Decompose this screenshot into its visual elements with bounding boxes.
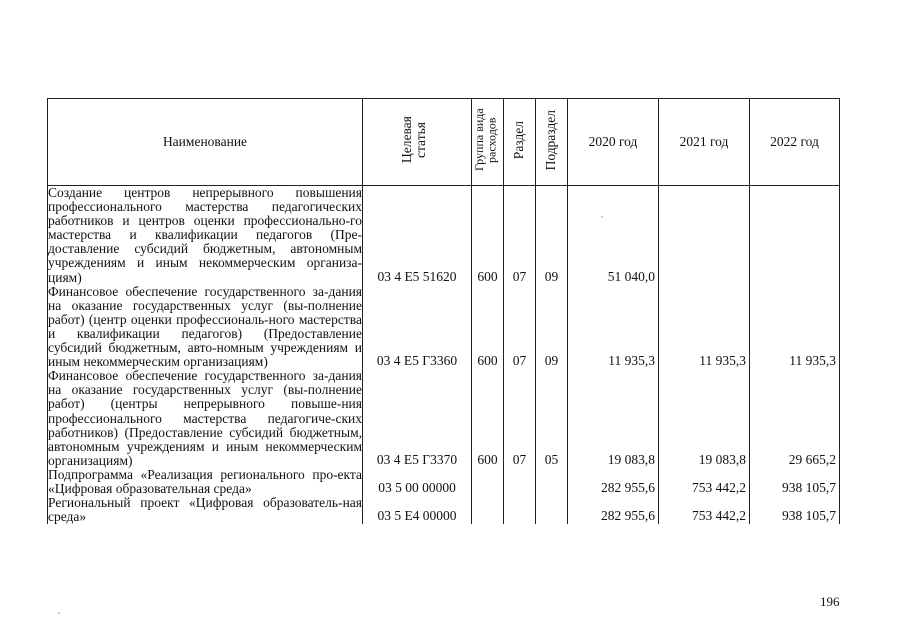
- header-name: Наименование: [48, 99, 363, 186]
- row-subsection: 05: [536, 369, 568, 468]
- row-2022: 11 935,3: [750, 285, 840, 370]
- row-name: Региональный проект «Цифровая образователь-ная среда»: [48, 495, 362, 525]
- table-row: [48, 468, 840, 496]
- row-2020: 51 040,0: [568, 186, 659, 285]
- row-code: 03 5 00 00000: [363, 468, 472, 496]
- row-subsection: [536, 468, 568, 496]
- row-2020: 11 935,3: [568, 285, 659, 370]
- row-2022: 938 105,7: [750, 496, 840, 524]
- table-row: [48, 496, 840, 524]
- row-section: [504, 496, 536, 524]
- row-subsection: 09: [536, 285, 568, 370]
- header-section: Раздел: [504, 99, 536, 186]
- row-2021: 753 442,2: [659, 496, 750, 524]
- table-header-row: [48, 99, 840, 186]
- header-subsection: Подраздел: [536, 99, 568, 186]
- row-2020: 19 083,8: [568, 369, 659, 468]
- row-code: 03 4 Е5 Г3360: [363, 285, 472, 370]
- row-2022: 938 105,7: [750, 468, 840, 496]
- header-target-article: Целевая статья: [363, 99, 472, 186]
- row-section: 07: [504, 285, 536, 370]
- scan-speck: [58, 612, 60, 614]
- header-2021: 2021 год: [659, 99, 750, 186]
- scan-speck: [601, 216, 603, 218]
- header-expense-group: Группа вида расходов: [472, 99, 504, 186]
- row-2021: [659, 186, 750, 285]
- row-2020: 282 955,6: [568, 496, 659, 524]
- page-number: 196: [820, 594, 840, 609]
- row-name: Создание центров непрерывного повышения профессионального мастерства педагогических работников и центров оценки профессионально-го мастерства и квалификации педагогов (Пре-доставление субсидий бюджетным, автономным учреждениям и иным некоммерческим организа-циям): [48, 185, 362, 285]
- row-group: [472, 496, 504, 524]
- row-group: 600: [472, 285, 504, 370]
- row-code: 03 4 Е5 Г3370: [363, 369, 472, 468]
- row-2021: 11 935,3: [659, 285, 750, 370]
- row-group: 600: [472, 186, 504, 285]
- row-subsection: 09: [536, 186, 568, 285]
- row-code: 03 5 Е4 00000: [363, 496, 472, 524]
- row-name: Подпрограмма «Реализация регионального про-екта «Цифровая образовательная среда»: [48, 466, 362, 496]
- row-section: 07: [504, 186, 536, 285]
- row-group: [472, 468, 504, 496]
- row-name: Финансовое обеспечение государственного за-дания на оказание государственных услуг (вы-полнение работ) (центры непрерывного повыше-ния профессионального мастерства педагогиче-ских работников) (Предоставление субсидий бюджетным, автономным учреждениям и иным некоммерческим организациям): [48, 368, 362, 468]
- table-row: [48, 369, 840, 468]
- table-row: [48, 285, 840, 370]
- row-2020: 282 955,6: [568, 468, 659, 496]
- header-2022: 2022 год: [750, 99, 840, 186]
- row-name: Финансовое обеспечение государственного за-дания на оказание государственных услуг (вы-полнение работ) (центр оценки профессиональ-ного мастерства и квалификации педагогов) (Предоставление субсидий бюджетным, авто-номным учреждениям и иным некоммерческим организациям): [48, 283, 362, 370]
- table-row: [48, 186, 840, 285]
- row-code: 03 4 Е5 51620: [363, 186, 472, 285]
- budget-table: [47, 98, 840, 524]
- row-subsection: [536, 496, 568, 524]
- row-2021: 753 442,2: [659, 468, 750, 496]
- row-2022: 29 665,2: [750, 369, 840, 468]
- header-2020: 2020 год: [568, 99, 659, 186]
- row-2022: [750, 186, 840, 285]
- row-group: 600: [472, 369, 504, 468]
- row-section: 07: [504, 369, 536, 468]
- row-section: [504, 468, 536, 496]
- row-2021: 19 083,8: [659, 369, 750, 468]
